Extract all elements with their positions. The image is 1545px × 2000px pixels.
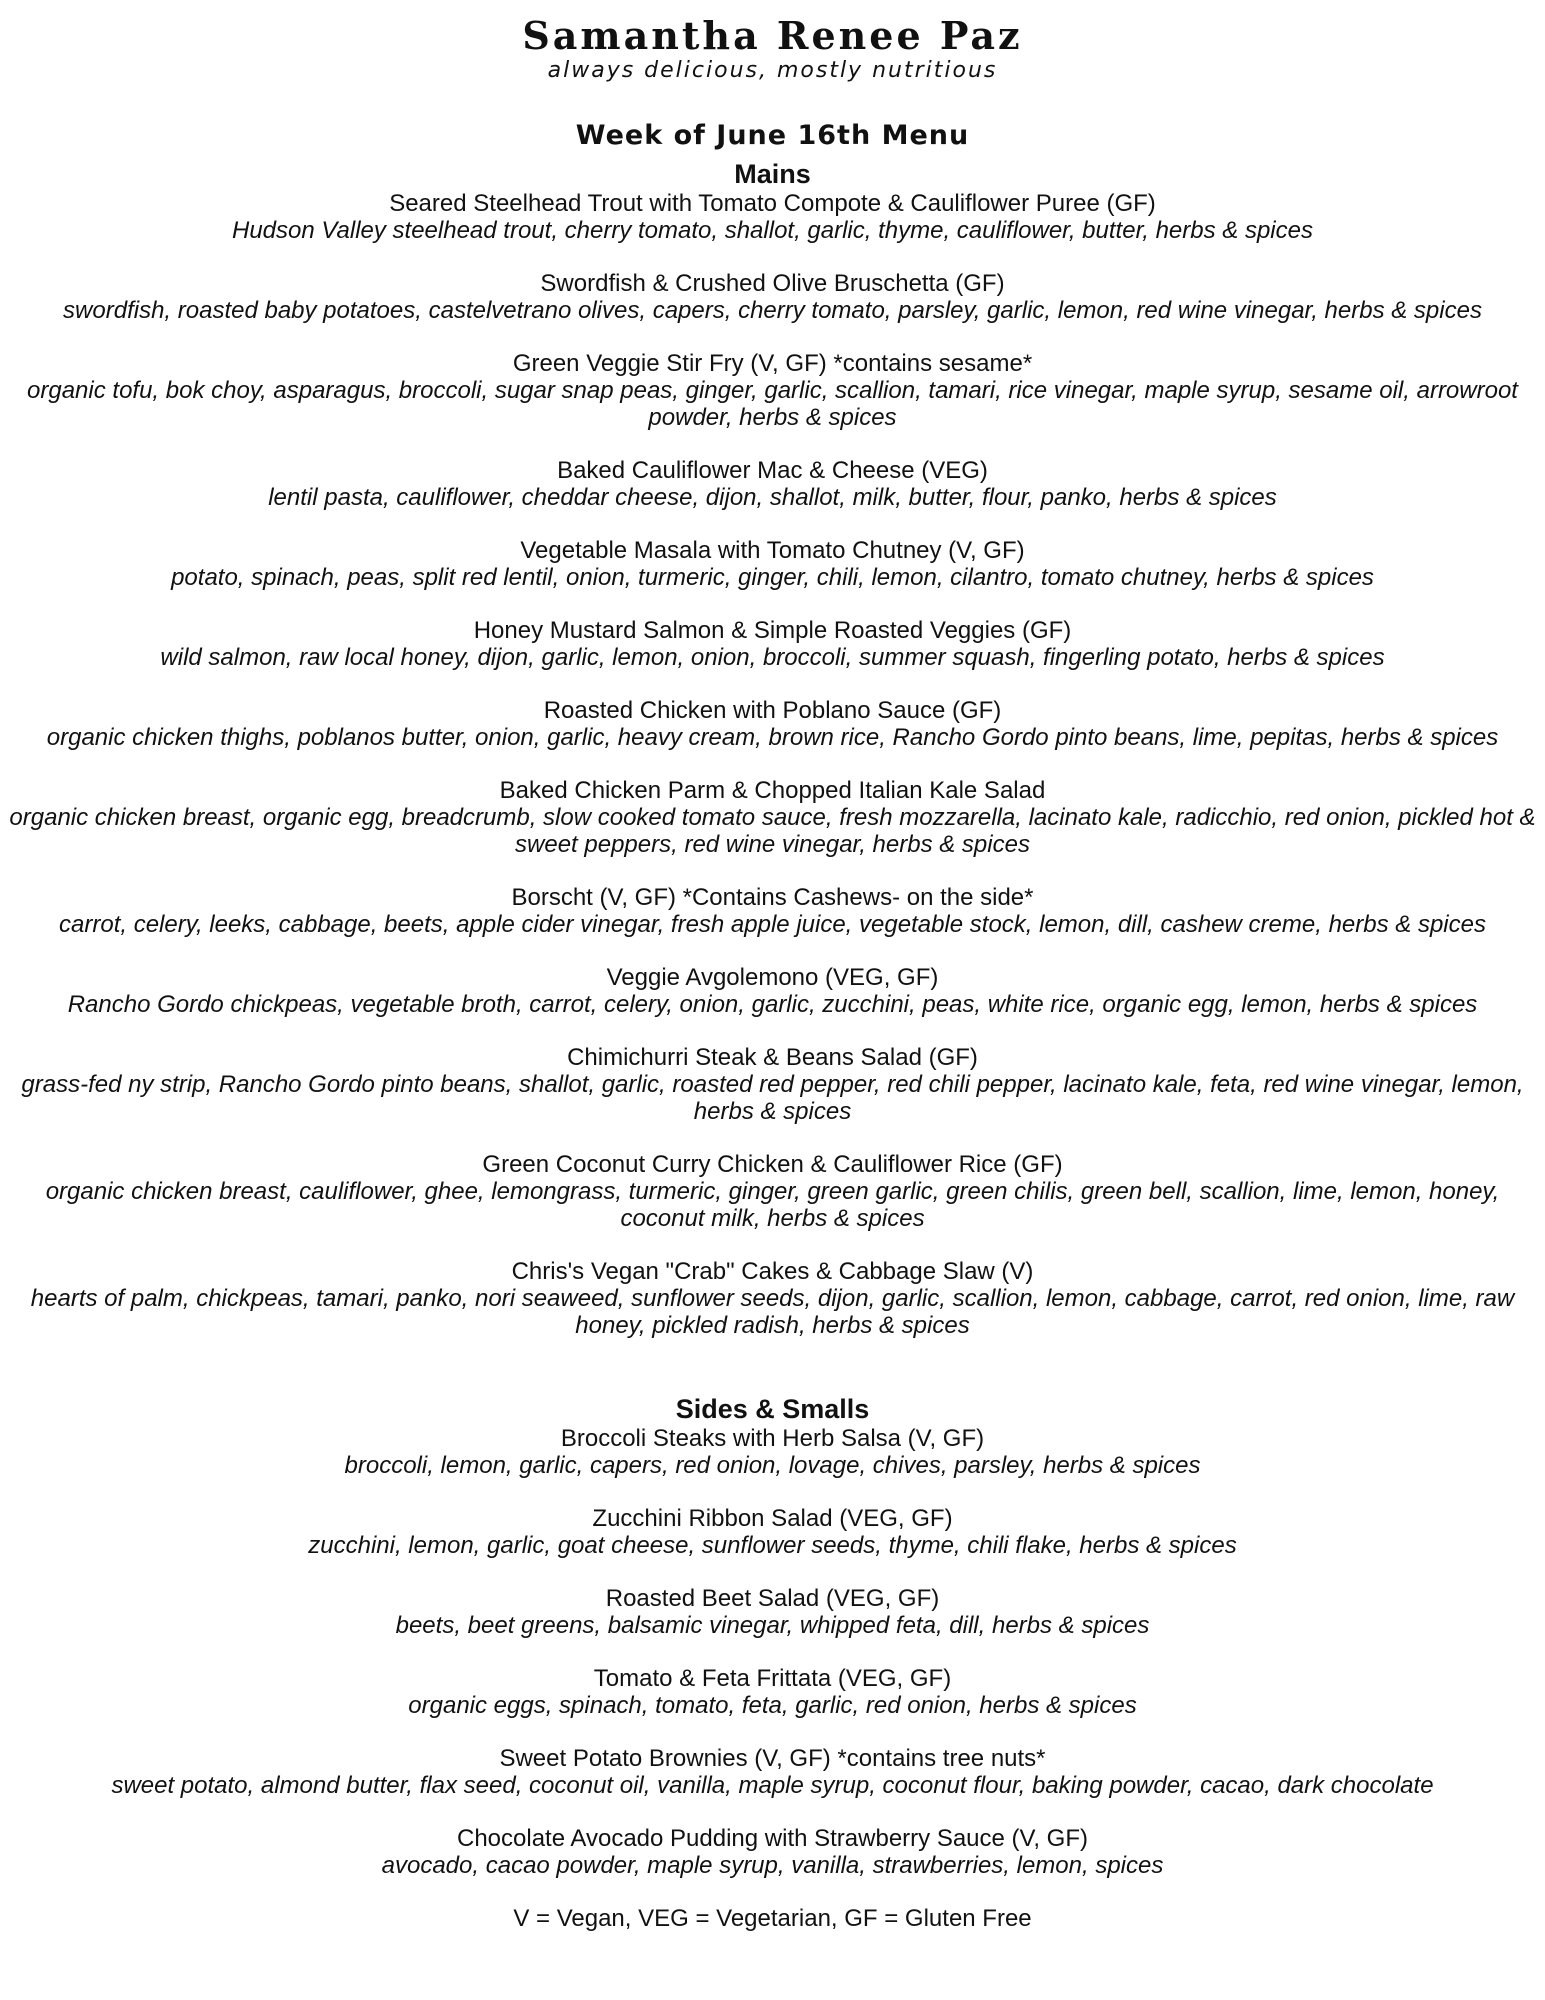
menu-item [0,884,1545,938]
dietary-legend: V = Vegan, VEG = Vegetarian, GF = Gluten Free [513,1905,1032,1932]
item-name: Chocolate Avocado Pudding with Strawberry Sauce (V, GF) [456,1825,1088,1852]
item-name: Chris's Vegan "Crab" Cakes & Cabbage Slaw (V) [511,1258,1034,1285]
item-name: Vegetable Masala with Tomato Chutney (V, GF) [520,537,1025,564]
item-name: Veggie Avgolemono (VEG, GF) [606,964,939,991]
item-ingredients: hearts of palm, chickpeas, tamari, panko, nori seaweed, sunflower seeds, dijon, garlic, scallion, lemon, cabbage, carrot, red onion, lime, raw honey, pickled radish, herbs & spices [30,1285,1515,1339]
item-ingredients: beets, beet greens, balsamic vinegar, whipped feta, dill, herbs & spices [395,1612,1150,1639]
item-ingredients: grass-fed ny strip, Rancho Gordo pinto beans, shallot, garlic, roasted red pepper, red chili pepper, lacinato kale, feta, red wine vinegar, lemon, herbs & spices [21,1071,1524,1125]
item-ingredients: organic eggs, spinach, tomato, feta, garlic, red onion, herbs & spices [408,1692,1137,1719]
menu-item [0,1825,1545,1879]
menu-item [0,1665,1545,1719]
item-ingredients: organic chicken breast, organic egg, breadcrumb, slow cooked tomato sauce, fresh mozzarella, lacinato kale, radicchio, red onion, pickled hot & sweet peppers, red wine vinegar, herbs & spices [9,804,1536,858]
item-name: Swordfish & Crushed Olive Bruschetta (GF) [540,270,1005,297]
menu-item [0,617,1545,671]
brand-name: Samantha Renee Paz [522,13,1023,58]
menu-item [0,1425,1545,1479]
menu-item [0,1505,1545,1559]
menu-item [0,457,1545,511]
item-ingredients: zucchini, lemon, garlic, goat cheese, sunflower seeds, thyme, chili flake, herbs & spices [308,1532,1237,1559]
item-name: Baked Chicken Parm & Chopped Italian Kale Salad [499,777,1046,804]
menu-item [0,1151,1545,1232]
item-ingredients: sweet potato, almond butter, flax seed, coconut oil, vanilla, maple syrup, coconut flour, baking powder, cacao, dark chocolate [111,1772,1434,1799]
item-ingredients: wild salmon, raw local honey, dijon, garlic, lemon, onion, broccoli, summer squash, fingerling potato, herbs & spices [160,644,1385,671]
item-name: Green Coconut Curry Chicken & Cauliflower Rice (GF) [482,1151,1063,1178]
menu-item [0,1044,1545,1125]
item-ingredients: organic tofu, bok choy, asparagus, broccoli, sugar snap peas, ginger, garlic, scallion, tamari, rice vinegar, maple syrup, sesame oil, arrowroot powder, herbs & spices [27,377,1518,431]
brand-tagline: always delicious, mostly nutritious [547,58,998,83]
menu-item [0,1258,1545,1339]
menu-item [0,270,1545,324]
menu-item [0,350,1545,431]
item-name: Baked Cauliflower Mac & Cheese (VEG) [557,457,988,484]
item-ingredients: organic chicken thighs, poblanos butter, onion, garlic, heavy cream, brown rice, Rancho Gordo pinto beans, lime, pepitas, herbs & spices [46,724,1499,751]
item-name: Borscht (V, GF) *Contains Cashews- on the side* [511,884,1034,911]
item-name: Roasted Chicken with Poblano Sauce (GF) [543,697,1002,724]
menu-item [0,964,1545,1018]
menu-title: Week of June 16th Menu [575,120,970,151]
mains-heading: Mains [734,159,811,189]
item-ingredients: avocado, cacao powder, maple syrup, vanilla, strawberries, lemon, spices [381,1852,1164,1879]
item-name: Roasted Beet Salad (VEG, GF) [605,1585,940,1612]
item-ingredients: swordfish, roasted baby potatoes, castelvetrano olives, capers, cherry tomato, parsley, garlic, lemon, red wine vinegar, herbs & spices [63,297,1482,324]
item-name: Zucchini Ribbon Salad (VEG, GF) [592,1505,953,1532]
menu-item [0,1585,1545,1639]
sides-list [0,1425,1545,1879]
item-name: Broccoli Steaks with Herb Salsa (V, GF) [560,1425,985,1452]
item-ingredients: Hudson Valley steelhead trout, cherry tomato, shallot, garlic, thyme, cauliflower, butter, herbs & spices [232,217,1313,244]
sides-heading: Sides & Smalls [675,1394,870,1424]
menu-item [0,777,1545,858]
menu-item [0,537,1545,591]
item-name: Seared Steelhead Trout with Tomato Compote & Cauliflower Puree (GF) [389,190,1156,217]
item-name: Sweet Potato Brownies (V, GF) *contains tree nuts* [499,1745,1046,1772]
mains-list [0,190,1545,1339]
item-name: Green Veggie Stir Fry (V, GF) *contains sesame* [512,350,1033,377]
menu-item [0,697,1545,751]
item-ingredients: carrot, celery, leeks, cabbage, beets, apple cider vinegar, fresh apple juice, vegetable stock, lemon, dill, cashew creme, herbs & spices [59,911,1486,938]
item-ingredients: broccoli, lemon, garlic, capers, red onion, lovage, chives, parsley, herbs & spices [344,1452,1201,1479]
item-ingredients: potato, spinach, peas, split red lentil, onion, turmeric, ginger, chili, lemon, cilantro, tomato chutney, herbs & spices [171,564,1374,591]
item-name: Tomato & Feta Frittata (VEG, GF) [593,1665,952,1692]
menu-item [0,1745,1545,1799]
item-ingredients: lentil pasta, cauliflower, cheddar cheese, dijon, shallot, milk, butter, flour, panko, herbs & spices [268,484,1277,511]
item-name: Honey Mustard Salmon & Simple Roasted Veggies (GF) [473,617,1072,644]
item-ingredients: organic chicken breast, cauliflower, ghee, lemongrass, turmeric, ginger, green garlic, green chilis, green bell, scallion, lime, lemon, honey, coconut milk, herbs & spices [45,1178,1500,1232]
item-name: Chimichurri Steak & Beans Salad (GF) [567,1044,978,1071]
item-ingredients: Rancho Gordo chickpeas, vegetable broth, carrot, celery, onion, garlic, zucchini, peas, white rice, organic egg, lemon, herbs & spices [67,991,1478,1018]
menu-item [0,190,1545,244]
